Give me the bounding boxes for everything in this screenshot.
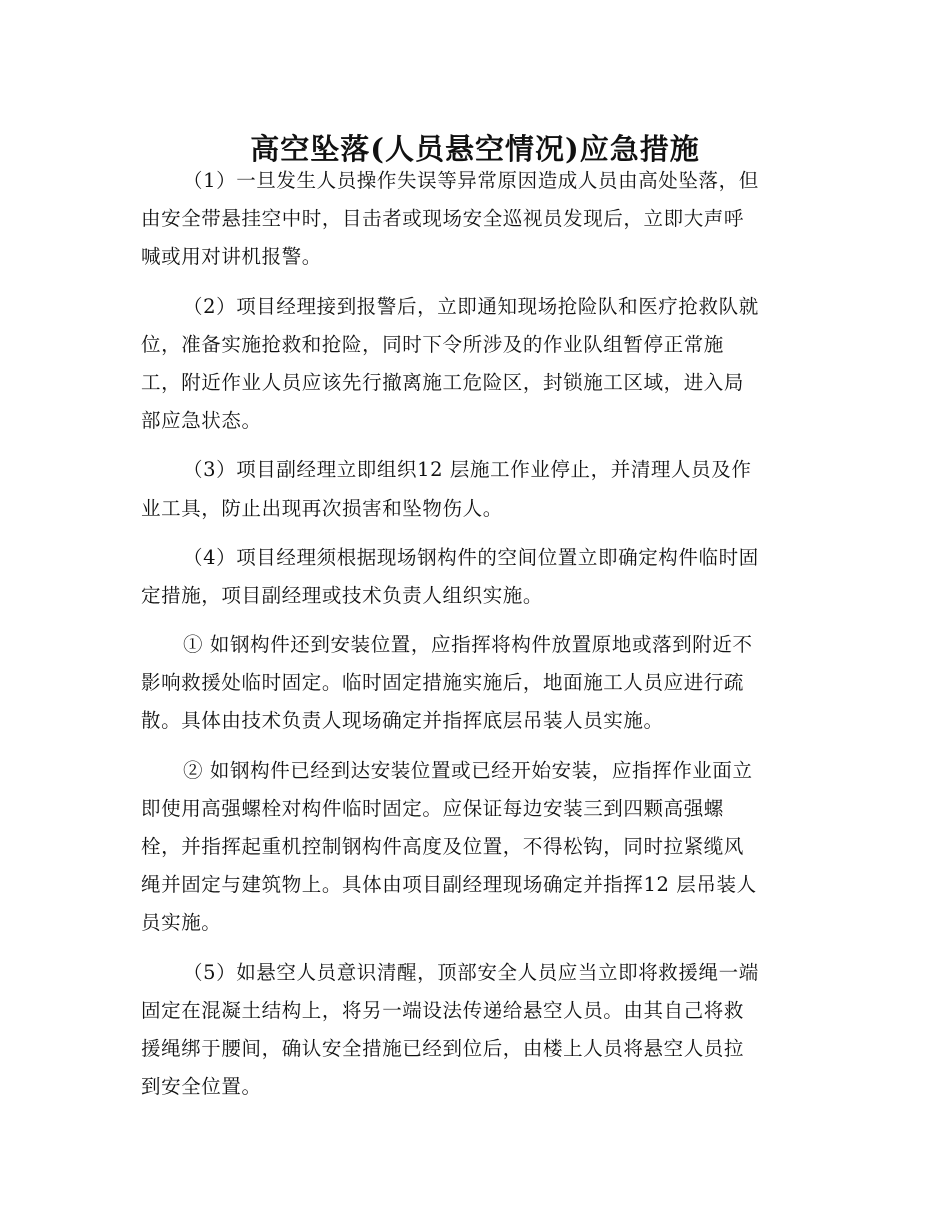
paragraph-line: 援绳绑于腰间，确认安全措施已经到位后，由楼上人员将悬空人员拉 bbox=[141, 1036, 745, 1060]
paragraph bbox=[141, 162, 811, 277]
paragraph-line: 部应急状态。 bbox=[141, 409, 262, 433]
paragraph bbox=[141, 954, 811, 1107]
paragraph bbox=[141, 288, 811, 441]
paragraph-line: 到安全位置。 bbox=[141, 1075, 262, 1099]
paragraph bbox=[141, 451, 811, 527]
paragraph-line: 位，准备实施抢救和抢险，同时下令所涉及的作业队组暂停正常施 bbox=[141, 332, 724, 356]
paragraph-first-line: （1）一旦发生人员操作失误等异常原因造成人员由高处坠落，但 bbox=[183, 169, 759, 192]
paragraph-line: 定措施，项目副经理或技术负责人组织实施。 bbox=[141, 583, 544, 607]
paragraph-line: 工，附近作业人员应该先行撤离施工危险区，封锁施工区域，进入局 bbox=[141, 370, 745, 394]
paragraph-line: 即使用高强螺栓对构件临时固定。应保证每边安装三到四颗高强螺 bbox=[141, 796, 724, 820]
paragraph-line: 散。具体由技术负责人现场确定并指挥底层吊装人员实施。 bbox=[141, 709, 664, 733]
paragraph-line: 影响救援处临时固定。临时固定措施实施后，地面施工人员应进行疏 bbox=[141, 671, 745, 695]
paragraph bbox=[141, 752, 811, 943]
paragraph bbox=[141, 626, 811, 741]
paragraph-first-line: （3）项目副经理立即组织12 层施工作业停止，并清理人员及作 bbox=[183, 458, 752, 482]
paragraph-line: 业工具，防止出现再次损害和坠物伤人。 bbox=[141, 496, 503, 520]
paragraph-first-line: （2）项目经理接到报警后，立即通知现场抢险队和医疗抢救队就 bbox=[183, 294, 759, 318]
paragraph-line: 喊或用对讲机报警。 bbox=[141, 245, 322, 269]
paragraph-first-line: ① 如钢构件还到安装位置，应指挥将构件放置原地或落到附近不 bbox=[183, 633, 753, 657]
paragraph-line: 绳并固定与建筑物上。具体由项目副经理现场确定并指挥12 层吊装人 bbox=[141, 873, 757, 897]
page-title: 高空坠落(人员悬空情况)应急措施 bbox=[250, 132, 700, 167]
paragraph-line: 栓，并指挥起重机控制钢构件高度及位置，不得松钩，同时拉紧缆风 bbox=[141, 835, 745, 858]
paragraph bbox=[141, 539, 811, 615]
paragraph-line: 员实施。 bbox=[141, 911, 222, 935]
paragraph-first-line: （5）如悬空人员意识清醒，顶部安全人员应当立即将救援绳一端 bbox=[183, 960, 759, 984]
paragraph-line: 由安全带悬挂空中时，目击者或现场安全巡视员发现后，立即大声呼 bbox=[141, 207, 745, 231]
paragraph-line: 固定在混凝土结构上，将另一端设法传递给悬空人员。由其自己将救 bbox=[141, 998, 745, 1022]
paragraph-first-line: ② 如钢构件已经到达安装位置或已经开始安装，应指挥作业面立 bbox=[183, 758, 753, 782]
document-body bbox=[141, 162, 811, 1117]
paragraph-first-line: （4）项目经理须根据现场钢构件的空间位置立即确定构件临时固 bbox=[183, 545, 759, 569]
